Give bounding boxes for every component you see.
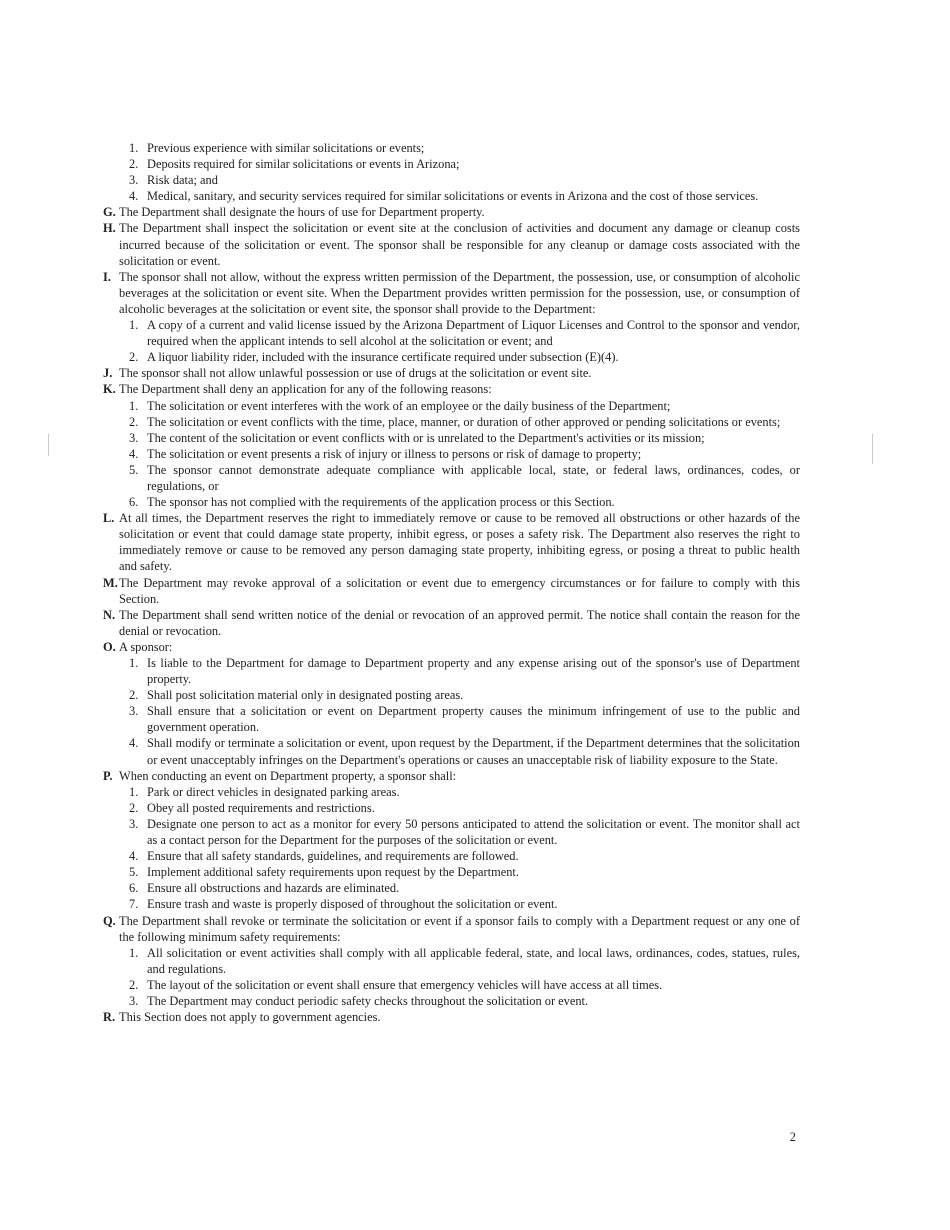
- item-label: 6.: [129, 881, 139, 896]
- item-label: 2.: [129, 157, 139, 172]
- item-label: 3.: [129, 816, 139, 831]
- item-text: When conducting an event on Department property, a sponsor shall:: [119, 768, 457, 783]
- subsection-item: [103, 848, 800, 864]
- page-number: 2: [789, 1130, 796, 1144]
- item-label: R.: [103, 1010, 116, 1025]
- item-label: O.: [103, 639, 116, 654]
- document-body: [103, 140, 800, 1025]
- subsection-item: [103, 880, 800, 896]
- subsection-item: [103, 446, 800, 462]
- item-text: A copy of a current and valid license issued by the Arizona Department of Liquor Licenses and Control to the sponsor and vendor, required when the applicant intends to sell alcohol at the solicitation or event; and: [147, 318, 800, 349]
- item-text: The Department may revoke approval of a solicitation or event due to emergency circumstances or for failure to comply with this Section.: [119, 575, 800, 606]
- subsection-item: [103, 140, 800, 156]
- item-text: Park or direct vehicles in designated parking areas.: [147, 784, 400, 799]
- item-label: 7.: [129, 897, 139, 912]
- item-label: 2.: [129, 414, 139, 429]
- item-text: The solicitation or event interferes with the work of an employee or the daily business of the Department;: [147, 398, 671, 413]
- item-label: 5.: [129, 865, 139, 880]
- item-label: L.: [103, 511, 115, 526]
- section-item: [103, 768, 800, 784]
- item-label: 5.: [129, 462, 139, 477]
- item-text: The Department shall send written notice of the denial or revocation of an approved permit. The notice shall contain the reason for the denial or revocation.: [119, 607, 800, 638]
- item-text: Designate one person to act as a monitor for every 50 persons anticipated to attend the solicitation or event. The monitor shall act as a contact person for the Department for the purposes of the solicitation or event.: [147, 816, 800, 848]
- item-label: 1.: [129, 945, 139, 960]
- item-label: Q.: [103, 913, 116, 928]
- subsection-item: [103, 414, 800, 430]
- item-label: I.: [103, 269, 111, 284]
- subsection-item: [103, 156, 800, 172]
- item-label: 6.: [129, 495, 139, 510]
- section-item: [103, 220, 800, 268]
- subsection-item: [103, 993, 800, 1009]
- subsection-item: [103, 784, 800, 800]
- item-text: Ensure trash and waste is properly disposed of throughout the solicitation or event.: [147, 897, 558, 912]
- item-label: 1.: [129, 784, 139, 799]
- item-text: Is liable to the Department for damage to Department property and any expense arising out of the sponsor's use of Department property.: [147, 656, 800, 687]
- item-text: All solicitation or event activities shall comply with all applicable federal, state, and local laws, ordinances, codes, statues, rules, and regulations.: [147, 945, 800, 976]
- subsection-item: [103, 703, 800, 735]
- subsection-item: [103, 945, 800, 977]
- subsection-item: [103, 398, 800, 414]
- item-text: Shall post solicitation material only in designated posting areas.: [147, 688, 464, 703]
- item-label: 1.: [129, 318, 139, 333]
- item-text: The sponsor shall not allow unlawful possession or use of drugs at the solicitation or event site.: [119, 366, 592, 381]
- section-item: [103, 607, 800, 639]
- item-label: 2.: [129, 800, 139, 815]
- item-text: The Department may conduct periodic safety checks throughout the solicitation or event.: [147, 993, 589, 1008]
- item-text: Shall ensure that a solicitation or event on Department property causes the minimum infringement of use to the public and government operation.: [147, 704, 800, 735]
- item-label: P.: [103, 768, 113, 783]
- item-label: 3.: [129, 704, 139, 719]
- item-label: M.: [103, 575, 118, 590]
- subsection-item: [103, 687, 800, 703]
- item-text: The sponsor shall not allow, without the express written permission of the Department, the possession, use, or consumption of alcoholic beverages at the solicitation or event site. When the Department provides written permission for the possession, use, or consumption of alcoholic beverages at the solicitation or event site, the sponsor shall provide to the Department:: [119, 269, 800, 316]
- item-text: At all times, the Department reserves the right to immediately remove or cause to be removed all obstructions or other hazards of the solicitation or event that could damage state property, inhibit egress, or poses a safety risk. The Department also reserves the right to immediately remove or cause to be removed any person damaging state property, inhibiting egress, or posing a threat to public health and safety.: [119, 511, 800, 574]
- item-label: 3.: [129, 993, 139, 1008]
- item-text: The content of the solicitation or event conflicts with or is unrelated to the Department's activities or its mission;: [147, 430, 705, 445]
- item-text: Ensure all obstructions and hazards are eliminated.: [147, 881, 400, 896]
- item-label: G.: [103, 205, 116, 220]
- item-label: N.: [103, 607, 116, 622]
- item-text: Risk data; and: [147, 173, 218, 188]
- section-item: [103, 913, 800, 945]
- subsection-item: [103, 735, 800, 767]
- subsection-item: [103, 896, 800, 912]
- subsection-item: [103, 317, 800, 349]
- item-text: The solicitation or event presents a risk of injury or illness to persons or risk of damage to property;: [147, 446, 642, 461]
- item-label: 1.: [129, 398, 139, 413]
- subsection-item: [103, 462, 800, 494]
- item-text: Obey all posted requirements and restrictions.: [147, 800, 375, 815]
- item-label: 4.: [129, 189, 139, 204]
- item-text: The solicitation or event conflicts with the time, place, manner, or duration of other approved or pending solicitations or events;: [147, 414, 781, 429]
- item-text: The sponsor has not complied with the requirements of the application process or this Section.: [147, 495, 615, 510]
- section-item: [103, 575, 800, 607]
- subsection-item: [103, 655, 800, 687]
- item-text: Ensure that all safety standards, guidelines, and requirements are followed.: [147, 849, 519, 864]
- item-text: The layout of the solicitation or event shall ensure that emergency vehicles will have access at all times.: [147, 977, 663, 992]
- item-text: This Section does not apply to government agencies.: [119, 1010, 381, 1025]
- item-label: 3.: [129, 173, 139, 188]
- subsection-item: [103, 494, 800, 510]
- item-label: H.: [103, 221, 116, 236]
- item-text: Implement additional safety requirements upon request by the Department.: [147, 865, 519, 880]
- item-text: The Department shall inspect the solicitation or event site at the conclusion of activities and document any damage or cleanup costs incurred because of the solicitation or event. The sponsor shall be responsible for any cleanup or damage costs associated with the solicitation or event.: [119, 221, 800, 268]
- subsection-item: [103, 864, 800, 880]
- item-label: 1.: [129, 141, 139, 155]
- section-item: [103, 365, 800, 381]
- subsection-item: [103, 977, 800, 993]
- item-label: 2.: [129, 350, 139, 365]
- item-label: K.: [103, 382, 116, 397]
- item-label: 4.: [129, 446, 139, 461]
- section-item: [103, 639, 800, 655]
- section-item: [103, 204, 800, 220]
- item-text: Previous experience with similar solicitations or events;: [147, 141, 425, 155]
- item-label: 2.: [129, 688, 139, 703]
- scan-mark-right: [872, 434, 873, 464]
- subsection-item: [103, 800, 800, 816]
- subsection-item: [103, 816, 800, 848]
- item-label: 4.: [129, 849, 139, 864]
- scan-mark-left: [48, 434, 49, 456]
- section-item: [103, 1009, 800, 1025]
- item-label: 3.: [129, 430, 139, 445]
- item-label: J.: [103, 366, 113, 381]
- item-text: The sponsor cannot demonstrate adequate compliance with applicable local, state, or federal laws, ordinances, codes, or regulations, or: [147, 462, 800, 493]
- subsection-item: [103, 430, 800, 446]
- item-label: 4.: [129, 736, 139, 751]
- item-text: The Department shall deny an application for any of the following reasons:: [119, 382, 492, 397]
- item-text: A sponsor:: [119, 639, 173, 654]
- item-label: 1.: [129, 656, 139, 670]
- item-text: A liquor liability rider, included with the insurance certificate required under subsection (E)(4).: [147, 350, 619, 365]
- section-item: [103, 269, 800, 317]
- item-text: Deposits required for similar solicitations or events in Arizona;: [147, 157, 460, 172]
- item-text: Medical, sanitary, and security services required for similar solicitations or events in Arizona and the cost of those services.: [147, 189, 759, 204]
- item-text: The Department shall designate the hours of use for Department property.: [119, 205, 485, 220]
- item-label: 2.: [129, 977, 139, 992]
- section-item: [103, 381, 800, 397]
- item-text: Shall modify or terminate a solicitation or event, upon request by the Department, if the Department determines that the solicitation or event unacceptably infringes on the Department's operations or causes an unacceptable risk of liability exposure to the State.: [147, 736, 800, 767]
- subsection-item: [103, 188, 800, 204]
- subsection-item: [103, 172, 800, 188]
- subsection-item: [103, 349, 800, 365]
- item-text: The Department shall revoke or terminate the solicitation or event if a sponsor fails to comply with a Department request or any one of the following minimum safety requirements:: [119, 913, 800, 944]
- section-item: [103, 510, 800, 574]
